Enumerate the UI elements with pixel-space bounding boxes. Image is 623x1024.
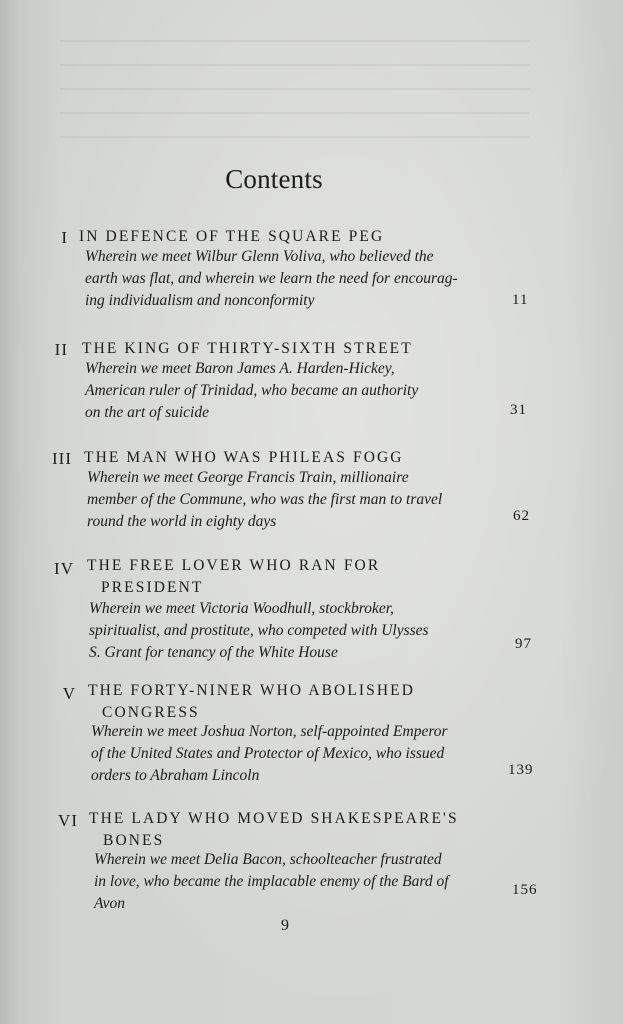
page-number: 139: [508, 762, 534, 778]
chapter-description: [87, 467, 442, 533]
chapter-heading-line: THE KING OF THIRTY-SIXTH STREET: [82, 340, 413, 357]
chapter-description: [85, 358, 418, 424]
chapter-heading-line: CONGRESS: [102, 704, 200, 721]
description-line: Wherein we meet Baron James A. Harden-Hickey,: [85, 360, 395, 377]
chapter-description: [85, 246, 458, 312]
description-line: Wherein we meet Victoria Woodhull, stockbroker,: [89, 600, 394, 617]
page-number: 156: [512, 882, 538, 898]
description-line: ing individualism and nonconformity: [85, 292, 315, 309]
page-title: Contents: [225, 164, 323, 194]
description-line: Wherein we meet George Francis Train, millionaire: [87, 469, 409, 486]
chapter-heading-line: THE MAN WHO WAS PHILEAS FOGG: [84, 449, 404, 466]
description-line: American ruler of Trinidad, who became an authority: [85, 382, 419, 399]
chapter-heading-line: BONES: [103, 832, 165, 849]
chapter-heading: [79, 226, 384, 248]
description-line: Wherein we meet Joshua Norton, self-appointed Emperor: [91, 723, 448, 740]
chapter-heading-line: PRESIDENT: [101, 579, 204, 596]
description-line: member of the Commune, who was the first man to travel: [87, 491, 443, 508]
description-line: earth was flat, and wherein we learn the need for encourag-: [85, 270, 458, 287]
chapter-numeral: II: [54, 340, 68, 359]
description-line: of the United States and Protector of Mexico, who issued: [91, 745, 445, 762]
description-line: Wherein we meet Delia Bacon, schoolteacher frustrated: [94, 851, 442, 868]
chapter-heading-line: THE FREE LOVER WHO RAN FOR: [87, 557, 381, 574]
description-line: on the art of suicide: [85, 404, 209, 421]
description-line: orders to Abraham Lincoln: [91, 767, 260, 784]
chapter-heading-line: THE FORTY-NINER WHO ABOLISHED: [88, 682, 416, 699]
chapter-numeral: VI: [58, 811, 78, 830]
description-line: Wherein we meet Wilbur Glenn Voliva, who believed the: [85, 248, 434, 265]
chapter-description: [94, 849, 449, 915]
page-number: 97: [515, 636, 532, 652]
description-line: S. Grant for tenancy of the White House: [89, 644, 338, 661]
page-number: 31: [510, 402, 527, 418]
page-number: 62: [513, 508, 530, 524]
chapter-heading: [87, 555, 380, 599]
folio-page-number: 9: [281, 917, 289, 934]
chapter-numeral: V: [62, 684, 76, 703]
chapter-heading: [84, 447, 404, 469]
chapter-heading-line: IN DEFENCE OF THE SQUARE PEG: [79, 228, 385, 245]
description-line: in love, who became the implacable enemy of the Bard of: [94, 873, 449, 890]
chapter-numeral: III: [52, 449, 72, 468]
chapter-description: [89, 598, 429, 664]
chapter-heading: [82, 338, 413, 360]
page-number: 11: [512, 292, 529, 308]
chapter-description: [91, 721, 448, 787]
chapter-heading: [89, 808, 459, 852]
chapter-heading: [88, 680, 415, 724]
chapter-heading-line: THE LADY WHO MOVED SHAKESPEARE'S: [89, 810, 459, 827]
description-line: round the world in eighty days: [87, 513, 277, 530]
description-line: Avon: [94, 895, 125, 912]
chapter-numeral: I: [61, 228, 68, 247]
chapter-numeral: IV: [54, 559, 74, 578]
description-line: spiritualist, and prostitute, who competed with Ulysses: [89, 622, 429, 639]
